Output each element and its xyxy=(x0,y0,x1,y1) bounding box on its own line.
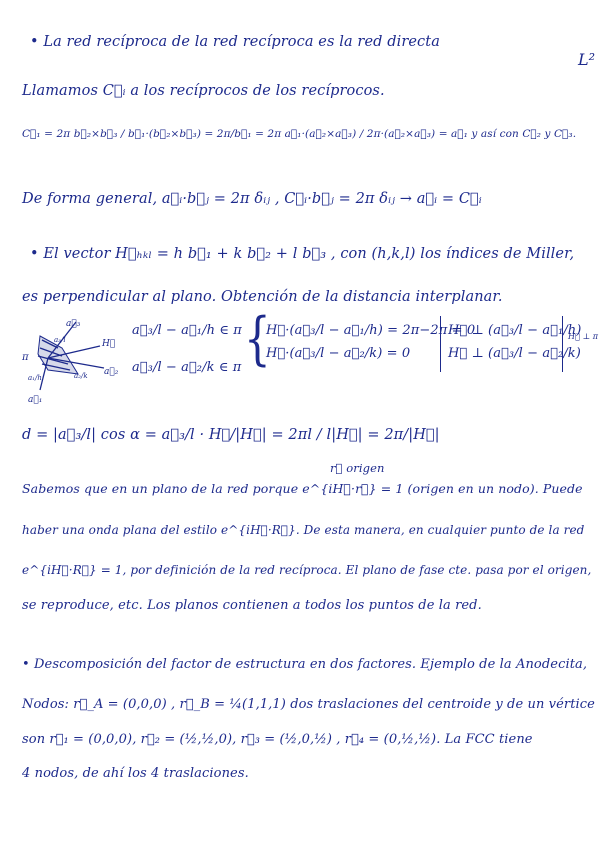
system-bar-left xyxy=(440,316,441,372)
figure-label-a2k: a₂/k xyxy=(74,372,88,380)
plane-vectors-figure xyxy=(18,318,128,408)
paragraph-line-3: e^{iH⃗·R⃗} = 1, por definición de la red recíproca. El plano de fase cte. pasa por el origen, xyxy=(22,563,592,577)
figure-label-h: H⃗ xyxy=(102,339,116,349)
figure-label-a1h: a₁/h xyxy=(28,374,42,382)
equation-distance: d = |a⃗₃/l| cos α = a⃗₃/l · H⃗/|H⃗| = 2πl / l|H⃗| = 2π/|H⃗| xyxy=(22,427,440,443)
figure-label-pi: π xyxy=(22,352,29,363)
annotation-r-origin: r⃗ origen xyxy=(330,461,385,475)
figure-label-a3: a⃗₃ xyxy=(66,319,81,329)
text-line-fcc-nodes: 4 nodos, de ahí los 4 traslaciones. xyxy=(22,766,249,781)
system-left-eq1: a⃗₃/l − a⃗₁/h ∈ π xyxy=(132,323,242,338)
system-right-eq2: H⃗ ⊥ (a⃗₃/l − a⃗₂/k) xyxy=(448,346,581,361)
paragraph-line-4: se reproduce, etc. Los planos contienen a todos los puntos de la red. xyxy=(22,598,482,613)
section-structure-factor: • Descomposición del factor de estructura en dos factores. Ejemplo de la Anodecita, xyxy=(22,657,588,672)
figure-label-a3l: a₃/l xyxy=(54,336,66,344)
figure-label-a2: a⃗₂ xyxy=(104,367,119,377)
equation-c1: C⃗₁ = 2π b⃗₂×b⃗₃ / b⃗₁·(b⃗₂×b⃗₃) = 2π/b⃗₁ = 2π a⃗₁·(a⃗₂×a⃗₃) / 2π·(a⃗₂×a⃗₃) = a⃗₁ y así con C⃗₂ y C⃗₃. xyxy=(22,128,577,140)
text-line-nodes: Nodos: r⃗_A = (0,0,0) , r⃗_B = ¼(1,1,1) dos traslaciones del centroide y de un vértice xyxy=(22,697,595,712)
text-line-translations: son r⃗₁ = (0,0,0), r⃗₂ = (½,½,0), r⃗₃ = (½,0,½) , r⃗₄ = (0,½,½). La FCC tiene xyxy=(22,732,533,747)
corner-mark: L² xyxy=(578,50,596,69)
paragraph-line-1: Sabemos que en un plano de la red porque e^{iH⃗·r⃗} = 1 (origen en un nodo). Puede xyxy=(22,481,583,496)
text-line-reciprocal-title: • La red recíproca de la red recíproca es la red directa xyxy=(30,34,440,50)
system-brace-left: { xyxy=(244,305,271,372)
system-left-eq2: a⃗₃/l − a⃗₂/k ∈ π xyxy=(132,360,242,375)
system-mid-eq2: H⃗·(a⃗₃/l − a⃗₂/k) = 0 xyxy=(266,346,411,361)
text-line-definition: Llamamos C⃗ᵢ a los recíprocos de los recíprocos. xyxy=(22,83,385,99)
system-bar-right xyxy=(562,316,563,372)
text-line-perpendicular: es perpendicular al plano. Obtención de la distancia interplanar. xyxy=(22,289,503,305)
system-right-eq1: H⃗ ⊥ (a⃗₃/l − a⃗₁/h) xyxy=(448,323,582,338)
equation-general-form: De forma general, a⃗ᵢ·b⃗ⱼ = 2π δᵢⱼ , C⃗ᵢ·b⃗ⱼ = 2π δᵢⱼ → a⃗ᵢ = C⃗ᵢ xyxy=(22,191,482,207)
system-result: H⃗ ⊥ π xyxy=(568,332,599,341)
paragraph-line-2: haber una onda plana del estilo e^{iH⃗·R⃗}. De esta manera, en cualquier punto de la red xyxy=(22,523,585,537)
figure-label-a1: a⃗₁ xyxy=(28,395,43,405)
text-line-vector-h: • El vector H⃗ₕₖₗ = h b⃗₁ + k b⃗₂ + l b⃗₃ , con (h,k,l) los índices de Miller, xyxy=(30,246,575,262)
system-mid-eq1: H⃗·(a⃗₃/l − a⃗₁/h) = 2π−2π = 0 xyxy=(266,323,476,338)
